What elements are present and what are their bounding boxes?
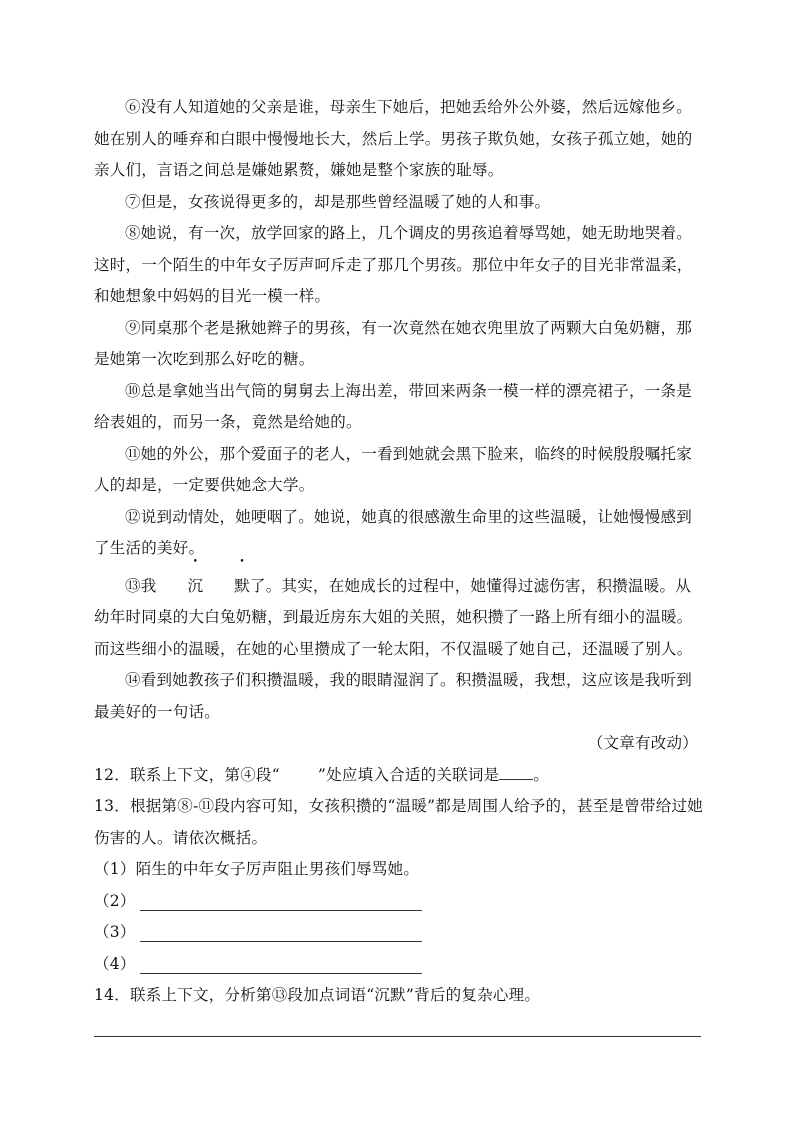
q13-label-4: （4） [94,954,136,973]
paragraph-12: ⑫说到动情处，她哽咽了。她说，她真的很感激生命里的这些温暖，让她慢慢感到了生活的美好。 [94,507,693,557]
q13-answer-1: （1）陌生的中年女子厉声阻止男孩们辱骂她。 [94,860,420,878]
p13-prefix: ⑬我 [125,576,157,595]
question-13: 13．根据第⑧-⑪段内容可知，女孩积攒的“温暖”都是周围人给予的，甚至是曾带给过她伤害的人。请依次概括。 [94,797,704,847]
q12-text-a: 12．联系上下文，第④段“ [94,765,280,784]
paragraph-8: ⑧她说，有一次，放学回家的路上，几个调皮的男孩追着辱骂她，她无助地哭着。这时，一个陌生的中年女子厉声呵斥走了那几个男孩。那位中年女子的目光非常温柔，和她想象中妈妈的目光一模一样。 [94,224,693,305]
q12-text-b: ”处应填入合适的关联词是 [317,765,500,784]
q13-answer-row-2 [94,886,706,918]
passage-body [94,92,706,1037]
question-14: 14．联系上下文，分析第⑬段加点词语“沉默”背后的复杂心理。 [94,986,541,1004]
q14-answer-line[interactable] [94,1012,701,1037]
paragraph-7: ⑦但是，女孩说得更多的，却是那些曾经温暖了她的人和事。 [125,192,551,211]
source-note: （文章有改动） [587,734,698,752]
paragraph-6: ⑥没有人知道她的父亲是谁，母亲生下她后，把她丢给外公外婆，然后远嫁他乡。她在别人的唾弃和白眼中慢慢地长大，然后上学。男孩子欺负她，女孩子孤立她，她的亲人们，言语之间总是嫌她累赘，嫌她是整个家族的耻辱。 [94,98,693,179]
q13-answer-line-2[interactable] [140,892,422,911]
dotted-char-2: 默 [234,576,251,595]
q13-answer-line-3[interactable] [140,923,422,942]
paragraph-14: ⑭看到她教孩子们积攒温暖，我的眼睛湿润了。积攒温暖，我想，这应该是我听到最美好的一句话。 [94,671,693,721]
paragraph-13 [94,571,706,666]
q13-label-2: （2） [94,891,136,910]
q12-answer-blank[interactable] [499,765,533,780]
paragraph-10: ⑩总是拿她当出气筒的舅舅去上海出差，带回来两条一模一样的漂亮裙子，一条是给表姐的，而另一条，竟然是给她的。 [94,381,693,431]
q13-answer-line-4[interactable] [140,955,422,974]
paragraph-11: ⑪她的外公，那个爱面子的老人，一看到她就会黑下脸来，临终的时候殷殷嘱托家人的却是，一定要供她念大学。 [94,444,693,494]
question-12 [94,760,706,792]
q13-answer-row-4 [94,949,706,981]
dotted-char-1: 沉 [187,576,204,595]
q13-answer-row-3 [94,917,706,949]
q12-text-c: 。 [533,765,550,784]
paragraph-9: ⑨同桌那个老是揪她辫子的男孩，有一次竟然在她衣兜里放了两颗大白兔奶糖，那是她第一次吃到那么好吃的糖。 [94,318,693,368]
p13-rest: 了。其实，在她成长的过程中，她懂得过滤伤害，积攒温暖。从幼年时同桌的大白兔奶糖，到最近房东大姐的关照，她积攒了一路上所有细小的温暖。而这些细小的温暖，在她的心里攒成了一轮太阳，不仅温暖了她自己，还温暖了别人。 [94,576,693,658]
q13-label-3: （3） [94,923,136,941]
